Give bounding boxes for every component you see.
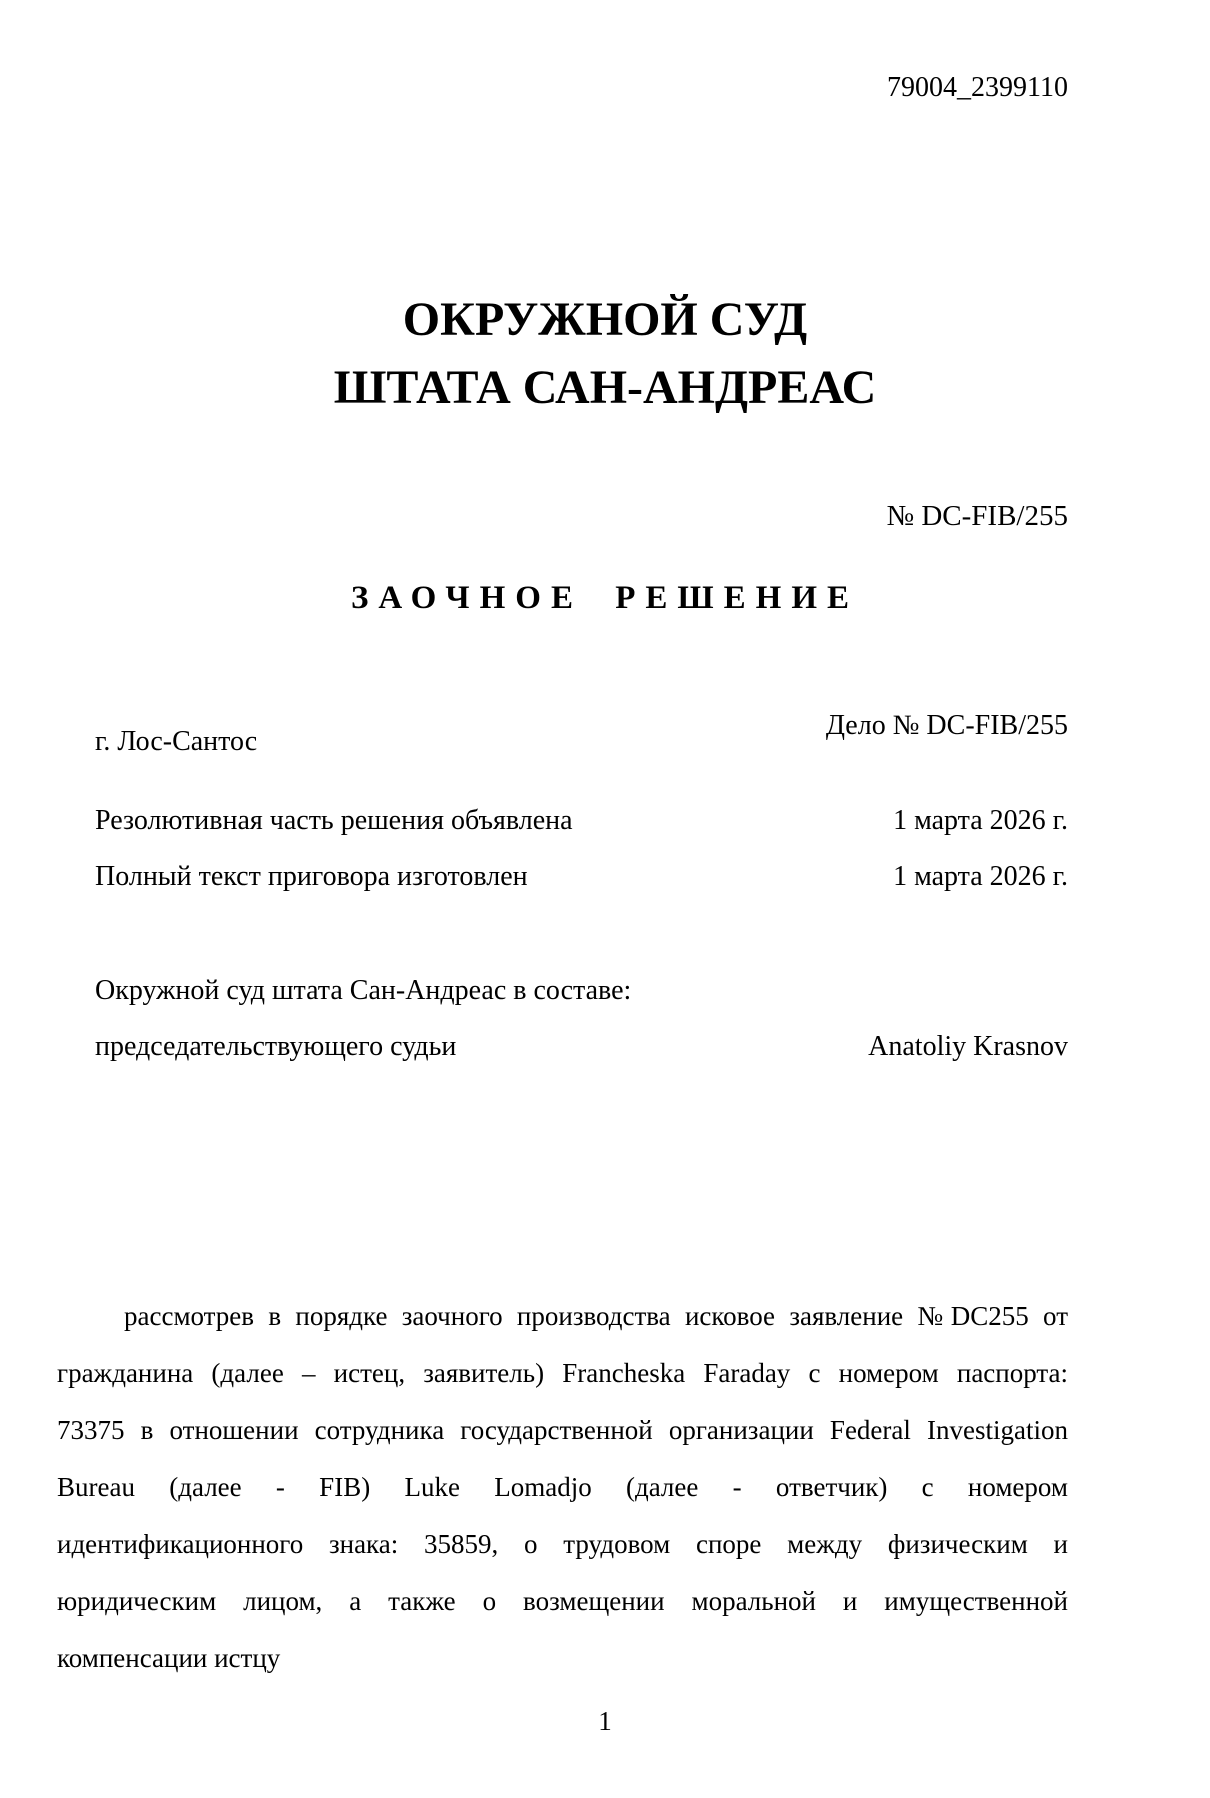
resolution-announced-row — [57, 805, 1068, 837]
full-text-made-date: 1 марта 2026 г. — [893, 861, 1068, 892]
court-composition-line: Окружной суд штата Сан-Андреас в составе: — [95, 975, 632, 1006]
body-line: гражданина (далее – истец, заявитель) Francheska Faraday с номером паспорта: — [57, 1358, 1068, 1388]
body-line: идентификационного знака: 35859, о трудовом споре между физическим и — [57, 1529, 1068, 1559]
presiding-judge-label: председательствующего судьи — [95, 1031, 457, 1062]
page-number: 1 — [598, 1706, 612, 1736]
presiding-judge-name: Anatoliy Krasnov — [868, 1031, 1068, 1062]
body-line: Bureau (далее - FIB) Luke Lomadjo (далее - ответчик) с номером — [57, 1472, 1068, 1502]
place-and-case-row — [57, 710, 1068, 758]
court-title-line1: ОКРУЖНОЙ СУД — [402, 293, 808, 346]
city-label: г. Лос-Сантос — [95, 726, 258, 757]
resolution-announced-date: 1 марта 2026 г. — [893, 805, 1068, 836]
body-line: компенсации истцу — [57, 1643, 281, 1673]
court-title — [0, 286, 1210, 422]
decision-body-paragraph — [57, 1288, 1068, 1687]
full-text-made-row — [57, 861, 1068, 893]
body-line: юридическим лицом, а также о возмещении моральной и имущественной — [57, 1586, 1068, 1616]
decision-title: ЗАОЧНОЕ РЕШЕНИЕ — [350, 580, 860, 616]
case-number: № DC-FIB/255 — [886, 500, 1068, 532]
case-label: Дело № DC-FIB/255 — [825, 710, 1068, 741]
resolution-announced-label: Резолютивная часть решения объявлена — [95, 805, 573, 836]
full-text-made-label: Полный текст приговора изготовлен — [95, 861, 528, 892]
body-line: рассмотрев в порядке заочного производства исковое заявление №DC255 от — [124, 1301, 1068, 1331]
court-title-line2: ШТАТА САН-АНДРЕАС — [333, 361, 877, 414]
presiding-judge-row — [57, 1031, 1068, 1063]
document-registry-number: 79004_2399110 — [887, 72, 1068, 103]
body-line: 73375 в отношении сотрудника государственной организации Federal Investigation — [57, 1415, 1068, 1445]
